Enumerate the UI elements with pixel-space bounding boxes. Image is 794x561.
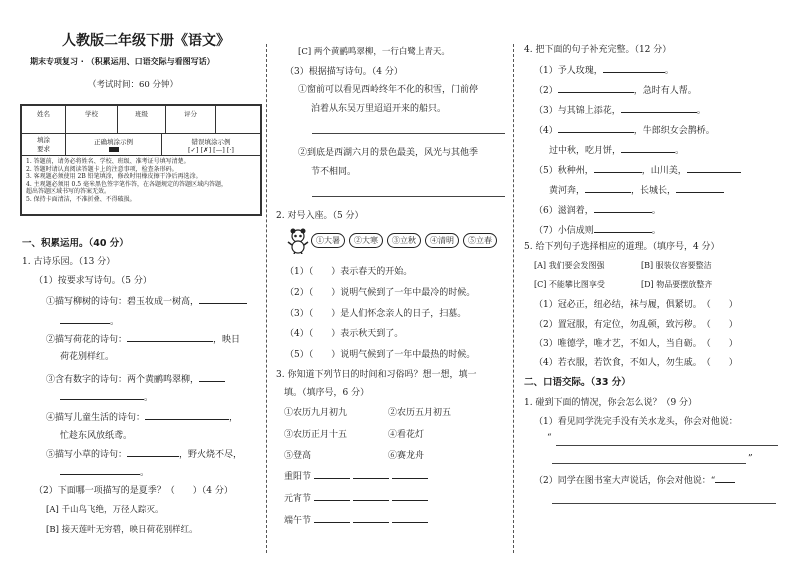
answer-blank[interactable]: 。 bbox=[60, 466, 149, 479]
question-line: ②描写荷花的诗句： ，映日 bbox=[46, 335, 241, 345]
poem-desc: 泊着从东吴万里迢迢开来的船只。 bbox=[311, 104, 447, 114]
festival-option: ⑥赛龙舟 bbox=[388, 451, 425, 461]
column-divider bbox=[513, 44, 514, 553]
fill-item[interactable]: （3）与其锦上添花， 。 bbox=[534, 106, 706, 116]
festival-row[interactable]: 重阳节 bbox=[284, 470, 428, 483]
question-line: ④描写儿童生活的诗句： ， bbox=[46, 413, 239, 423]
fill-item[interactable]: 黄河奔， ，长城长， bbox=[549, 184, 724, 197]
festival-row[interactable]: 元宵节 bbox=[284, 492, 428, 505]
option-c[interactable]: [C] 两个黄鹂鸣翠柳，一行白鹭上青天。 bbox=[298, 47, 450, 57]
answer-line[interactable] bbox=[552, 463, 746, 464]
question-line: ③含有数字的诗句：两个黄鹂鸣翠柳， bbox=[46, 373, 225, 386]
score-label: 评分 bbox=[166, 106, 216, 133]
option-b[interactable]: [B] 接天莲叶无穷碧，映日荷花别样红。 bbox=[46, 525, 198, 535]
section-title: 二、口语交际。（33 分） bbox=[524, 377, 631, 388]
answer-blank[interactable]: 。 bbox=[60, 391, 153, 404]
answer-line[interactable] bbox=[312, 133, 505, 134]
fill-item[interactable]: （2）（ ）说明气候到了一年中最冷的时候。 bbox=[285, 288, 476, 298]
question-line: 荷花别样红。 bbox=[60, 352, 115, 362]
page-title: 人教版二年级下册《语文》 bbox=[62, 33, 230, 49]
fill-item[interactable]: （2） ，急时有人帮。 bbox=[534, 86, 697, 96]
correct-example: 正确填涂示例 bbox=[66, 134, 162, 155]
fill-item[interactable]: （4）若衣服，若饮食，不如人，勿生戚。 （ ） bbox=[534, 358, 738, 368]
fill-label: 填涂 要求 bbox=[22, 134, 66, 155]
festival-option: ④看花灯 bbox=[388, 430, 425, 440]
fill-item[interactable]: （5）秋种州， ，山川美， bbox=[534, 164, 741, 177]
question: 1. 古诗乐园。（13 分） bbox=[22, 257, 116, 267]
fill-item[interactable]: （1）予人玫瑰， 。 bbox=[534, 66, 674, 76]
fill-item[interactable]: （4）（ ）表示秋天到了。 bbox=[285, 329, 404, 339]
question: （1）按要求写诗句。（5 分） bbox=[34, 276, 152, 286]
season-option: ②大寒 bbox=[349, 233, 383, 248]
question-line: 忙趁东风放纸鸢。 bbox=[60, 431, 133, 441]
festival-row[interactable]: 端午节 bbox=[284, 514, 428, 527]
option: [B] 服装仪容要整洁 bbox=[641, 261, 712, 270]
fill-item[interactable]: （3）（ ）是人们怀念亲人的日子，扫墓。 bbox=[285, 309, 467, 319]
fill-item[interactable]: （1）（ ）表示春天的开始。 bbox=[285, 267, 413, 277]
answer-line[interactable] bbox=[552, 503, 776, 504]
option-a[interactable]: [A] 千山鸟飞绝，万径人踪灭。 bbox=[46, 505, 164, 515]
question: （3）根据描写诗句。（4 分） bbox=[285, 67, 403, 77]
question: （2）下面哪一项描写的是夏季？（ ）（4 分） bbox=[34, 486, 233, 496]
wrong-example: 错误填涂示例 [✓] [✗] [—] [·] bbox=[188, 138, 234, 154]
festival-option: ①农历九月初九 bbox=[284, 408, 348, 418]
festival-option: ②农历五月初五 bbox=[388, 408, 452, 418]
exam-time: （考试时间：60 分钟） bbox=[88, 80, 179, 90]
poem-desc: ②到底是西湖六月的景色最美，风光与其他季 bbox=[298, 148, 479, 158]
question-line: ①描写柳树的诗句：碧玉妆成一树高， bbox=[46, 295, 247, 308]
answer-line[interactable] bbox=[312, 196, 505, 197]
poem-desc: 节不相同。 bbox=[311, 167, 357, 177]
question: 5. 给下列句子选择相应的道理。（填序号，4 分） bbox=[524, 242, 720, 252]
fill-item[interactable]: （1）冠必正，纽必结，袜与履，俱紧切。 （ ） bbox=[534, 300, 738, 310]
season-option: ④清明 bbox=[425, 233, 459, 248]
column-divider bbox=[266, 44, 267, 553]
fill-item[interactable]: （5）（ ）说明气候到了一年中最热的时候。 bbox=[285, 350, 476, 360]
page-subtitle: 期末专项复习 · （积累运用、口语交际与看图写话） bbox=[30, 57, 215, 66]
answer-blank[interactable]: 。 bbox=[60, 315, 119, 328]
class-label: 班级 bbox=[118, 106, 166, 133]
question: （2）同学在图书室大声说话，你会对他说：“ bbox=[534, 474, 735, 487]
question: 1. 碰到下面的情况，你会怎么说？（9 分） bbox=[524, 398, 698, 408]
fill-item[interactable]: （3）唯德学，唯才艺，不如人，当自砺。 （ ） bbox=[534, 339, 738, 349]
name-label: 姓名 bbox=[22, 106, 66, 133]
section-title: 一、积累运用。（40 分） bbox=[22, 238, 129, 249]
mascot-icon bbox=[286, 228, 310, 254]
festival-option: ⑤登高 bbox=[284, 451, 312, 461]
school-label: 学校 bbox=[66, 106, 118, 133]
fill-item[interactable]: 过中秋，吃月饼， 。 bbox=[549, 146, 685, 156]
poem-desc: ①窗前可以看见西岭终年不化的积雪，门前停 bbox=[298, 85, 479, 95]
season-option: ⑤立春 bbox=[463, 233, 497, 248]
option: [C] 不能攀比图享受 bbox=[534, 280, 605, 289]
option: [D] 物品要摆放整齐 bbox=[641, 280, 713, 289]
fill-item[interactable]: （4） ，牛郎织女会鹊桥。 bbox=[534, 126, 715, 136]
season-option: ①大暑 bbox=[311, 233, 345, 248]
fill-item[interactable]: （2）置冠服，有定位，勿乱顿，致污秽。 （ ） bbox=[534, 320, 738, 330]
question: 2. 对号入座。（5 分） bbox=[276, 211, 364, 221]
option: [A] 我们要会发图强 bbox=[534, 261, 605, 270]
season-options bbox=[311, 233, 497, 248]
question: 4. 把下面的句子补充完整。（12 分） bbox=[524, 45, 672, 55]
season-option: ③立秋 bbox=[387, 233, 421, 248]
question-line: ⑤描写小草的诗句： ，野火烧不尽， bbox=[46, 450, 243, 460]
notes: 1. 答题前，请务必将姓名、学校、班级、准考证号填写清楚。 2. 答题时请认真阅读答题卡上的注意事项，检查条形码。 3. 客观题必须使用 2B 铅笔填涂，修改时用橡皮擦干净后再选涂。 4. 主观题必须用 0.5 毫米黑色签字笔作答，在各题规定的答题区域内答题， 超出答题区域书写的答案无效。 5. 保持卡面清洁，不准折叠、不得破损。 bbox=[26, 158, 227, 203]
quote-close: ” bbox=[748, 454, 753, 464]
question: 填。（填序号，6 分） bbox=[284, 388, 370, 398]
festival-option: ③农历正月十五 bbox=[284, 430, 348, 440]
fill-item[interactable]: （7）小信成则 。 bbox=[534, 226, 661, 236]
question: 3. 你知道下列节日的时间和习俗吗？想一想，填一 bbox=[276, 370, 477, 380]
answer-line[interactable] bbox=[556, 445, 778, 446]
question: （1）看见同学洗完手没有关水龙头，你会对他说： bbox=[534, 417, 738, 427]
info-box bbox=[20, 104, 262, 216]
fill-item[interactable]: （6）滋润着， 。 bbox=[534, 206, 661, 216]
quote-open: “ bbox=[547, 433, 552, 443]
